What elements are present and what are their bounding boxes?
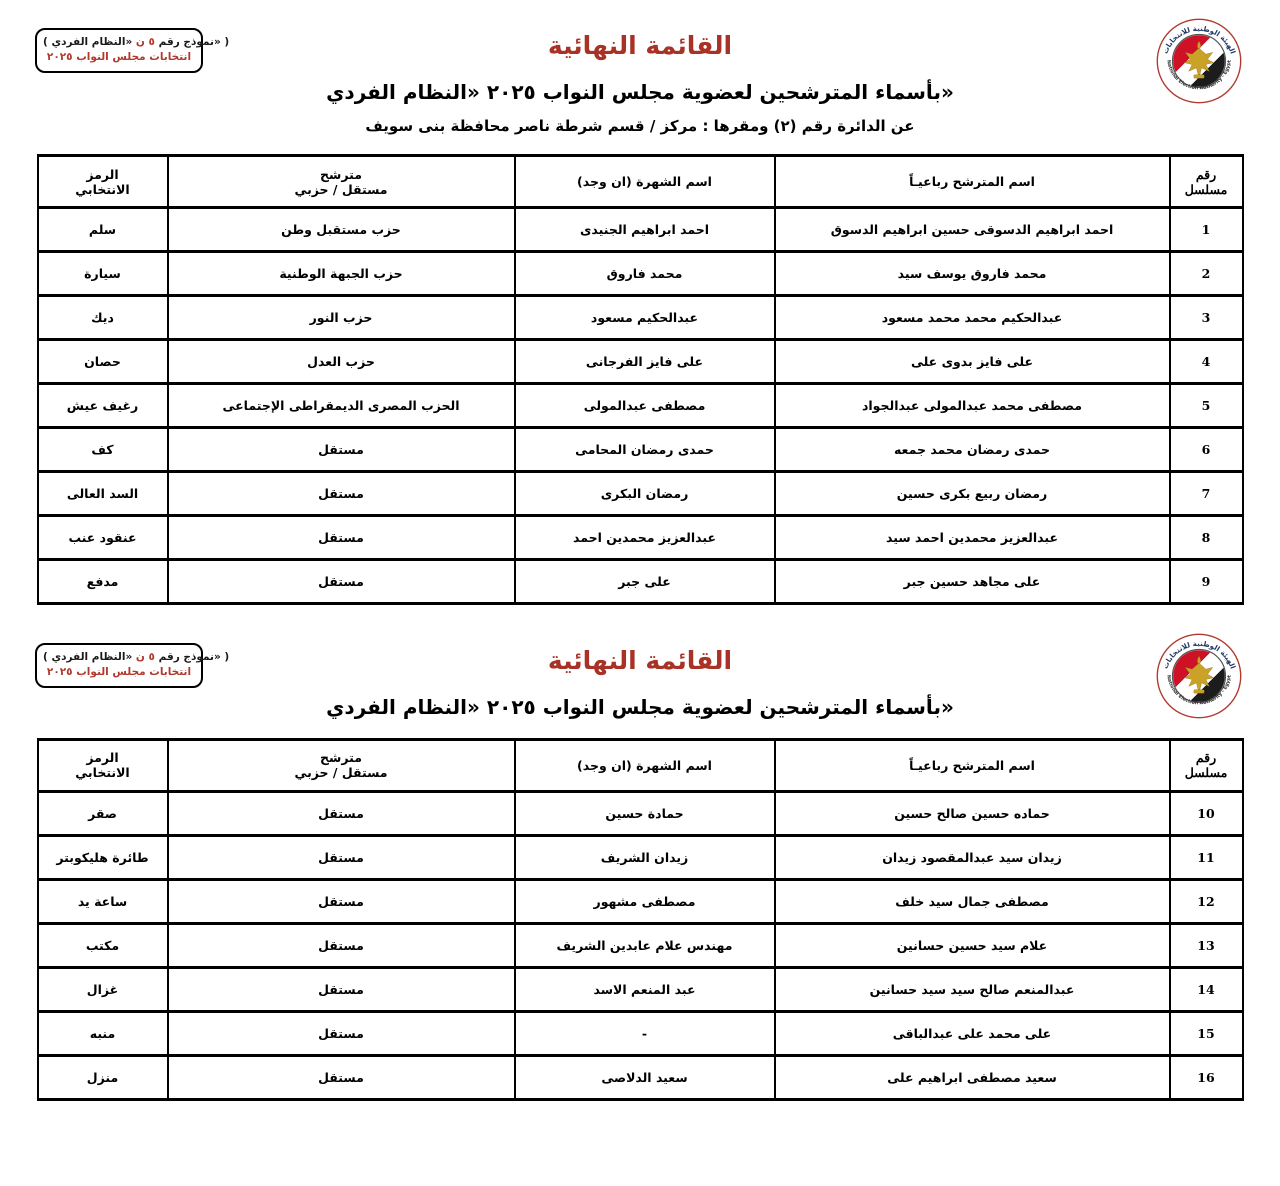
cell-candidate-name: على محمد على عبدالباقى	[775, 1011, 1170, 1055]
cell-nickname: مصطفى عبدالمولى	[515, 384, 775, 428]
header-serial-l1: رقم	[1195, 166, 1217, 182]
cell-electoral-symbol: طائرة هليكوبتر	[38, 835, 168, 879]
cell-party-affiliation: حزب النور	[168, 296, 515, 340]
cell-candidate-name: زيدان سيد عبدالمقصود زيدان	[775, 835, 1170, 879]
cell-party-affiliation: الحزب المصرى الديمقراطى الإجتماعى	[168, 384, 515, 428]
cell-candidate-name: رمضان ربيع بكرى حسين	[775, 472, 1170, 516]
cell-serial-number: 13	[1170, 923, 1243, 967]
header-serial-l2: مسلسل	[1184, 181, 1228, 197]
header-party-l1: مترشح	[320, 166, 362, 182]
cell-party-affiliation: مستقل	[168, 560, 515, 604]
form-number-post: «النظام الفردي» )	[51, 651, 230, 663]
header-serial-l1: رقم	[1195, 750, 1217, 765]
cell-electoral-symbol: رغيف عيش	[38, 384, 168, 428]
cell-nickname: زيدان الشريف	[515, 835, 775, 879]
page-title: القائمة النهائية	[547, 646, 733, 675]
table-header	[38, 739, 1243, 791]
cell-electoral-symbol: صقر	[38, 791, 168, 835]
district-line: عن الدائرة رقم (٢) ومقرها : مركز / قسم شرطة ناصر محافظة بنى سويف	[365, 116, 915, 135]
cell-party-affiliation: مستقل	[168, 1011, 515, 1055]
cell-nickname: محمد فاروق	[515, 252, 775, 296]
cell-electoral-symbol: منزل	[38, 1055, 168, 1099]
form-number-pre: ( نموذج رقم	[43, 651, 214, 663]
header-symbol	[38, 156, 168, 208]
cell-party-affiliation: حزب مستقبل وطن	[168, 208, 515, 252]
cell-candidate-name: حمدى رمضان محمد جمعه	[775, 428, 1170, 472]
candidate-row	[38, 340, 1243, 384]
header-candidate-name: اسم المترشح رباعيـاً	[775, 739, 1170, 791]
cell-party-affiliation: مستقل	[168, 428, 515, 472]
cell-candidate-name: عبدالحكيم محمد محمد مسعود	[775, 296, 1170, 340]
candidate-row	[38, 428, 1243, 472]
cell-electoral-symbol: سيارة	[38, 252, 168, 296]
cell-serial-number: 1	[1170, 208, 1243, 252]
cell-candidate-name: عبدالمنعم صالح سيد سيد حسانين	[775, 967, 1170, 1011]
header-party-l2: مستقل / حزبي	[294, 181, 388, 197]
table-body-1	[38, 208, 1243, 604]
form-number-box	[35, 643, 230, 688]
table-body-2	[38, 791, 1243, 1099]
cell-candidate-name: محمد فاروق يوسف سيد	[775, 252, 1170, 296]
cell-nickname: على جبر	[515, 560, 775, 604]
cell-electoral-symbol: عنقود عنب	[38, 516, 168, 560]
candidate-row	[38, 791, 1243, 835]
cell-serial-number: 5	[1170, 384, 1243, 428]
header-serial	[1170, 739, 1243, 791]
table-header	[38, 156, 1243, 208]
candidate-row	[38, 208, 1243, 252]
form-number-line	[43, 650, 230, 665]
header-symbol	[38, 739, 168, 791]
header-party-l2: مستقل / حزبي	[294, 765, 388, 780]
nea-emblem-icon	[1156, 18, 1242, 104]
nea-emblem-icon	[1156, 633, 1242, 719]
header-party	[168, 739, 515, 791]
cell-serial-number: 6	[1170, 428, 1243, 472]
cell-electoral-symbol: منبه	[38, 1011, 168, 1055]
cell-candidate-name: حماده حسين صالح حسين	[775, 791, 1170, 835]
cell-candidate-name: علام سيد حسين حسانين	[775, 923, 1170, 967]
cell-serial-number: 16	[1170, 1055, 1243, 1099]
cell-nickname: عبدالحكيم مسعود	[515, 296, 775, 340]
form-number-line	[43, 35, 230, 50]
cell-party-affiliation: حزب العدل	[168, 340, 515, 384]
cell-electoral-symbol: مدفع	[38, 560, 168, 604]
candidate-row	[38, 923, 1243, 967]
candidate-row	[38, 384, 1243, 428]
cell-serial-number: 9	[1170, 560, 1243, 604]
header-nickname: اسم الشهرة (ان وجد)	[515, 156, 775, 208]
page-subtitle: بأسماء المترشحين لعضوية مجلس النواب ٢٠٢٥ «النظام الفردي»	[326, 79, 954, 104]
cell-party-affiliation: مستقل	[168, 516, 515, 560]
cell-nickname: مهندس علام عابدين الشريف	[515, 923, 775, 967]
cell-party-affiliation: مستقل	[168, 472, 515, 516]
cell-serial-number: 2	[1170, 252, 1243, 296]
header-symbol-l1: الرمز	[86, 750, 119, 765]
candidate-row	[38, 560, 1243, 604]
cell-candidate-name: على فايز بدوى على	[775, 340, 1170, 384]
cell-serial-number: 15	[1170, 1011, 1243, 1055]
candidate-row	[38, 252, 1243, 296]
header-serial	[1170, 156, 1243, 208]
form-number-box	[35, 28, 230, 73]
nea-logo	[1156, 633, 1242, 719]
header-nickname: اسم الشهرة (ان وجد)	[515, 739, 775, 791]
form-election-line: انتخابات مجلس النواب ٢٠٢٥	[46, 666, 192, 679]
cell-nickname: رمضان البكرى	[515, 472, 775, 516]
cell-nickname: على فايز الفرجانى	[515, 340, 775, 384]
candidate-row	[38, 296, 1243, 340]
cell-nickname: مصطفى مشهور	[515, 879, 775, 923]
cell-candidate-name: احمد ابراهيم الدسوقى حسين ابراهيم الدسوق	[775, 208, 1170, 252]
cell-candidate-name: مصطفى جمال سيد خلف	[775, 879, 1170, 923]
cell-nickname: احمد ابراهيم الجنيدى	[515, 208, 775, 252]
cell-electoral-symbol: حصان	[38, 340, 168, 384]
header-party	[168, 156, 515, 208]
cell-electoral-symbol: سلم	[38, 208, 168, 252]
cell-nickname: حمدى رمضان المحامى	[515, 428, 775, 472]
candidate-row	[38, 1011, 1243, 1055]
candidate-row	[38, 472, 1243, 516]
cell-nickname: -	[515, 1011, 775, 1055]
cell-electoral-symbol: ساعة يد	[38, 879, 168, 923]
cell-party-affiliation: مستقل	[168, 967, 515, 1011]
cell-party-affiliation: مستقل	[168, 879, 515, 923]
cell-candidate-name: على مجاهد حسين جبر	[775, 560, 1170, 604]
form-election-line: انتخابات مجلس النواب ٢٠٢٥	[46, 51, 192, 64]
header-symbol-l2: الانتخابي	[75, 765, 130, 780]
header-candidate-name: اسم المترشح رباعيـاً	[775, 156, 1170, 208]
header-party-l1: مترشح	[320, 750, 362, 765]
cell-nickname: سعيد الدلاصى	[515, 1055, 775, 1099]
cell-electoral-symbol: السد العالى	[38, 472, 168, 516]
cell-candidate-name: مصطفى محمد عبدالمولى عبدالجواد	[775, 384, 1170, 428]
nea-logo	[1156, 18, 1242, 104]
cell-party-affiliation: مستقل	[168, 1055, 515, 1099]
cell-candidate-name: سعيد مصطفى ابراهيم على	[775, 1055, 1170, 1099]
page-title: القائمة النهائية	[547, 31, 733, 60]
candidate-row	[38, 516, 1243, 560]
cell-party-affiliation: مستقل	[168, 791, 515, 835]
cell-candidate-name: عبدالعزيز محمدين احمد سيد	[775, 516, 1170, 560]
candidate-row	[38, 835, 1243, 879]
candidate-row	[38, 879, 1243, 923]
candidates-table-2	[37, 738, 1244, 1101]
cell-serial-number: 7	[1170, 472, 1243, 516]
cell-nickname: عبد المنعم الاسد	[515, 967, 775, 1011]
cell-nickname: عبدالعزيز محمدين احمد	[515, 516, 775, 560]
page-subtitle: بأسماء المترشحين لعضوية مجلس النواب ٢٠٢٥ «النظام الفردي»	[326, 694, 954, 719]
cell-serial-number: 3	[1170, 296, 1243, 340]
cell-party-affiliation: مستقل	[168, 835, 515, 879]
form-number-pre: ( نموذج رقم	[43, 36, 214, 48]
cell-serial-number: 11	[1170, 835, 1243, 879]
header-symbol-l2: الانتخابي	[75, 181, 130, 197]
list-section-2	[0, 615, 1280, 1101]
form-number-red: ٥ ن	[135, 651, 155, 663]
cell-electoral-symbol: كف	[38, 428, 168, 472]
cell-serial-number: 4	[1170, 340, 1243, 384]
header-symbol-l1: الرمز	[86, 166, 119, 182]
cell-electoral-symbol: ديك	[38, 296, 168, 340]
candidates-table-1	[37, 154, 1244, 605]
cell-party-affiliation: مستقل	[168, 923, 515, 967]
candidate-row	[38, 967, 1243, 1011]
candidate-row	[38, 1055, 1243, 1099]
cell-electoral-symbol: غزال	[38, 967, 168, 1011]
cell-nickname: حمادة حسين	[515, 791, 775, 835]
form-number-red: ٥ ن	[135, 36, 155, 48]
cell-serial-number: 8	[1170, 516, 1243, 560]
cell-serial-number: 10	[1170, 791, 1243, 835]
cell-party-affiliation: حزب الجبهة الوطنية	[168, 252, 515, 296]
form-number-post: «النظام الفردي» )	[51, 36, 230, 48]
cell-electoral-symbol: مكتب	[38, 923, 168, 967]
cell-serial-number: 12	[1170, 879, 1243, 923]
header-serial-l2: مسلسل	[1184, 765, 1228, 780]
cell-serial-number: 14	[1170, 967, 1243, 1011]
